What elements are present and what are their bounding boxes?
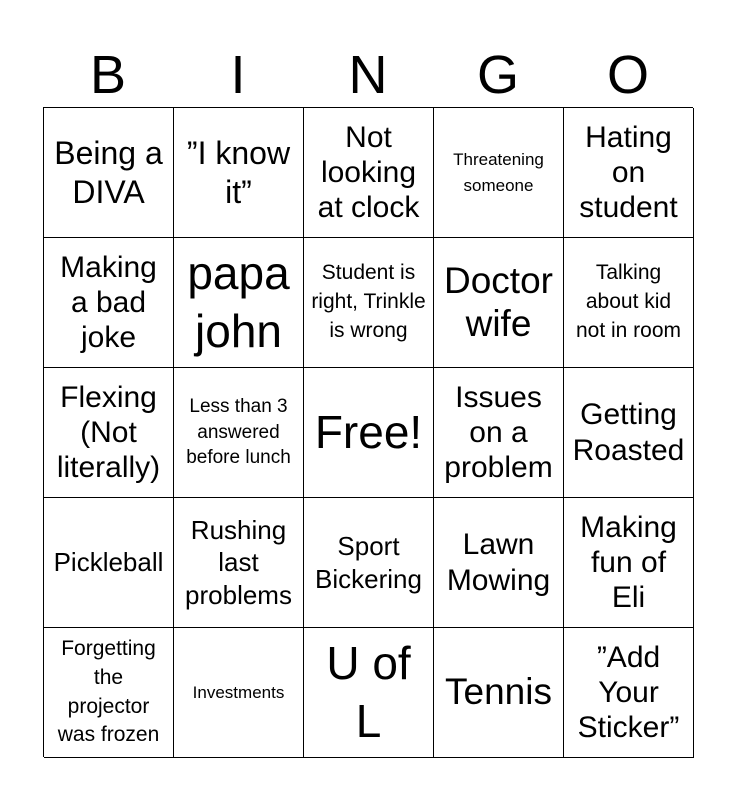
cell-text: Lawn Mowing bbox=[446, 528, 551, 597]
cell-text: Less than 3 answered before lunch bbox=[186, 396, 291, 469]
cell-text: Tennis bbox=[445, 671, 552, 713]
header-letter-n: N bbox=[348, 45, 388, 105]
bingo-cell[interactable] bbox=[174, 368, 304, 498]
bingo-cell[interactable] bbox=[44, 498, 174, 628]
cell-text: Forgetting the projector was frozen bbox=[57, 636, 160, 747]
bingo-cell[interactable] bbox=[434, 238, 564, 368]
bingo-cell[interactable] bbox=[564, 108, 694, 238]
cell-text: Not looking at clock bbox=[317, 120, 420, 225]
cell-text: Pickleball bbox=[53, 547, 164, 578]
cell-text: Making a bad joke bbox=[60, 250, 157, 355]
bingo-cell[interactable] bbox=[434, 108, 564, 238]
cell-text: Rushing last problems bbox=[185, 514, 292, 610]
cell-text: ”I know it” bbox=[186, 135, 291, 210]
bingo-cell[interactable] bbox=[304, 498, 434, 628]
cell-text: ”Add Your Sticker” bbox=[577, 640, 680, 745]
cell-text: Getting Roasted bbox=[572, 398, 685, 467]
bingo-cell[interactable] bbox=[564, 498, 694, 628]
cell-text: U of L bbox=[326, 637, 411, 747]
header-letter-g: G bbox=[476, 45, 519, 105]
bingo-cell[interactable] bbox=[564, 628, 694, 758]
cell-text: Talking about kid not in room bbox=[575, 261, 682, 342]
bingo-cell[interactable] bbox=[174, 238, 304, 368]
cell-text: Making fun of Eli bbox=[580, 510, 677, 615]
bingo-cell[interactable] bbox=[304, 238, 434, 368]
cell-text: Sport Bickering bbox=[315, 531, 422, 594]
cell-text: Being a DIVA bbox=[54, 135, 163, 210]
bingo-cell[interactable] bbox=[304, 108, 434, 238]
bingo-cell[interactable] bbox=[44, 108, 174, 238]
bingo-cell free-space[interactable] bbox=[304, 368, 434, 498]
cell-text: Threatening someone bbox=[453, 150, 544, 195]
cell-text: Issues on a problem bbox=[444, 380, 553, 485]
cell-text: Doctor wife bbox=[444, 259, 553, 344]
cell-text: Investments bbox=[192, 682, 285, 702]
header-letter-o: O bbox=[606, 45, 649, 105]
cell-text: Hating on student bbox=[579, 120, 678, 225]
header-letter-b: B bbox=[89, 45, 127, 105]
bingo-cell[interactable] bbox=[564, 238, 694, 368]
bingo-cell[interactable] bbox=[44, 628, 174, 758]
bingo-cell[interactable] bbox=[434, 628, 564, 758]
cell-text: Flexing (Not literally) bbox=[56, 380, 161, 485]
bingo-cell[interactable] bbox=[174, 498, 304, 628]
bingo-cell[interactable] bbox=[174, 108, 304, 238]
bingo-header bbox=[43, 44, 693, 106]
bingo-cell[interactable] bbox=[434, 368, 564, 498]
cell-text: papa john bbox=[187, 247, 290, 357]
cell-text: Student is right, Trinkle is wrong bbox=[311, 261, 426, 342]
bingo-cell[interactable] bbox=[44, 238, 174, 368]
free-space-text: Free! bbox=[314, 405, 423, 458]
bingo-board bbox=[43, 107, 693, 757]
header-letter-i: I bbox=[230, 45, 246, 105]
bingo-cell[interactable] bbox=[174, 628, 304, 758]
bingo-cell[interactable] bbox=[44, 368, 174, 498]
bingo-cell[interactable] bbox=[304, 628, 434, 758]
bingo-cell[interactable] bbox=[564, 368, 694, 498]
bingo-cell[interactable] bbox=[434, 498, 564, 628]
